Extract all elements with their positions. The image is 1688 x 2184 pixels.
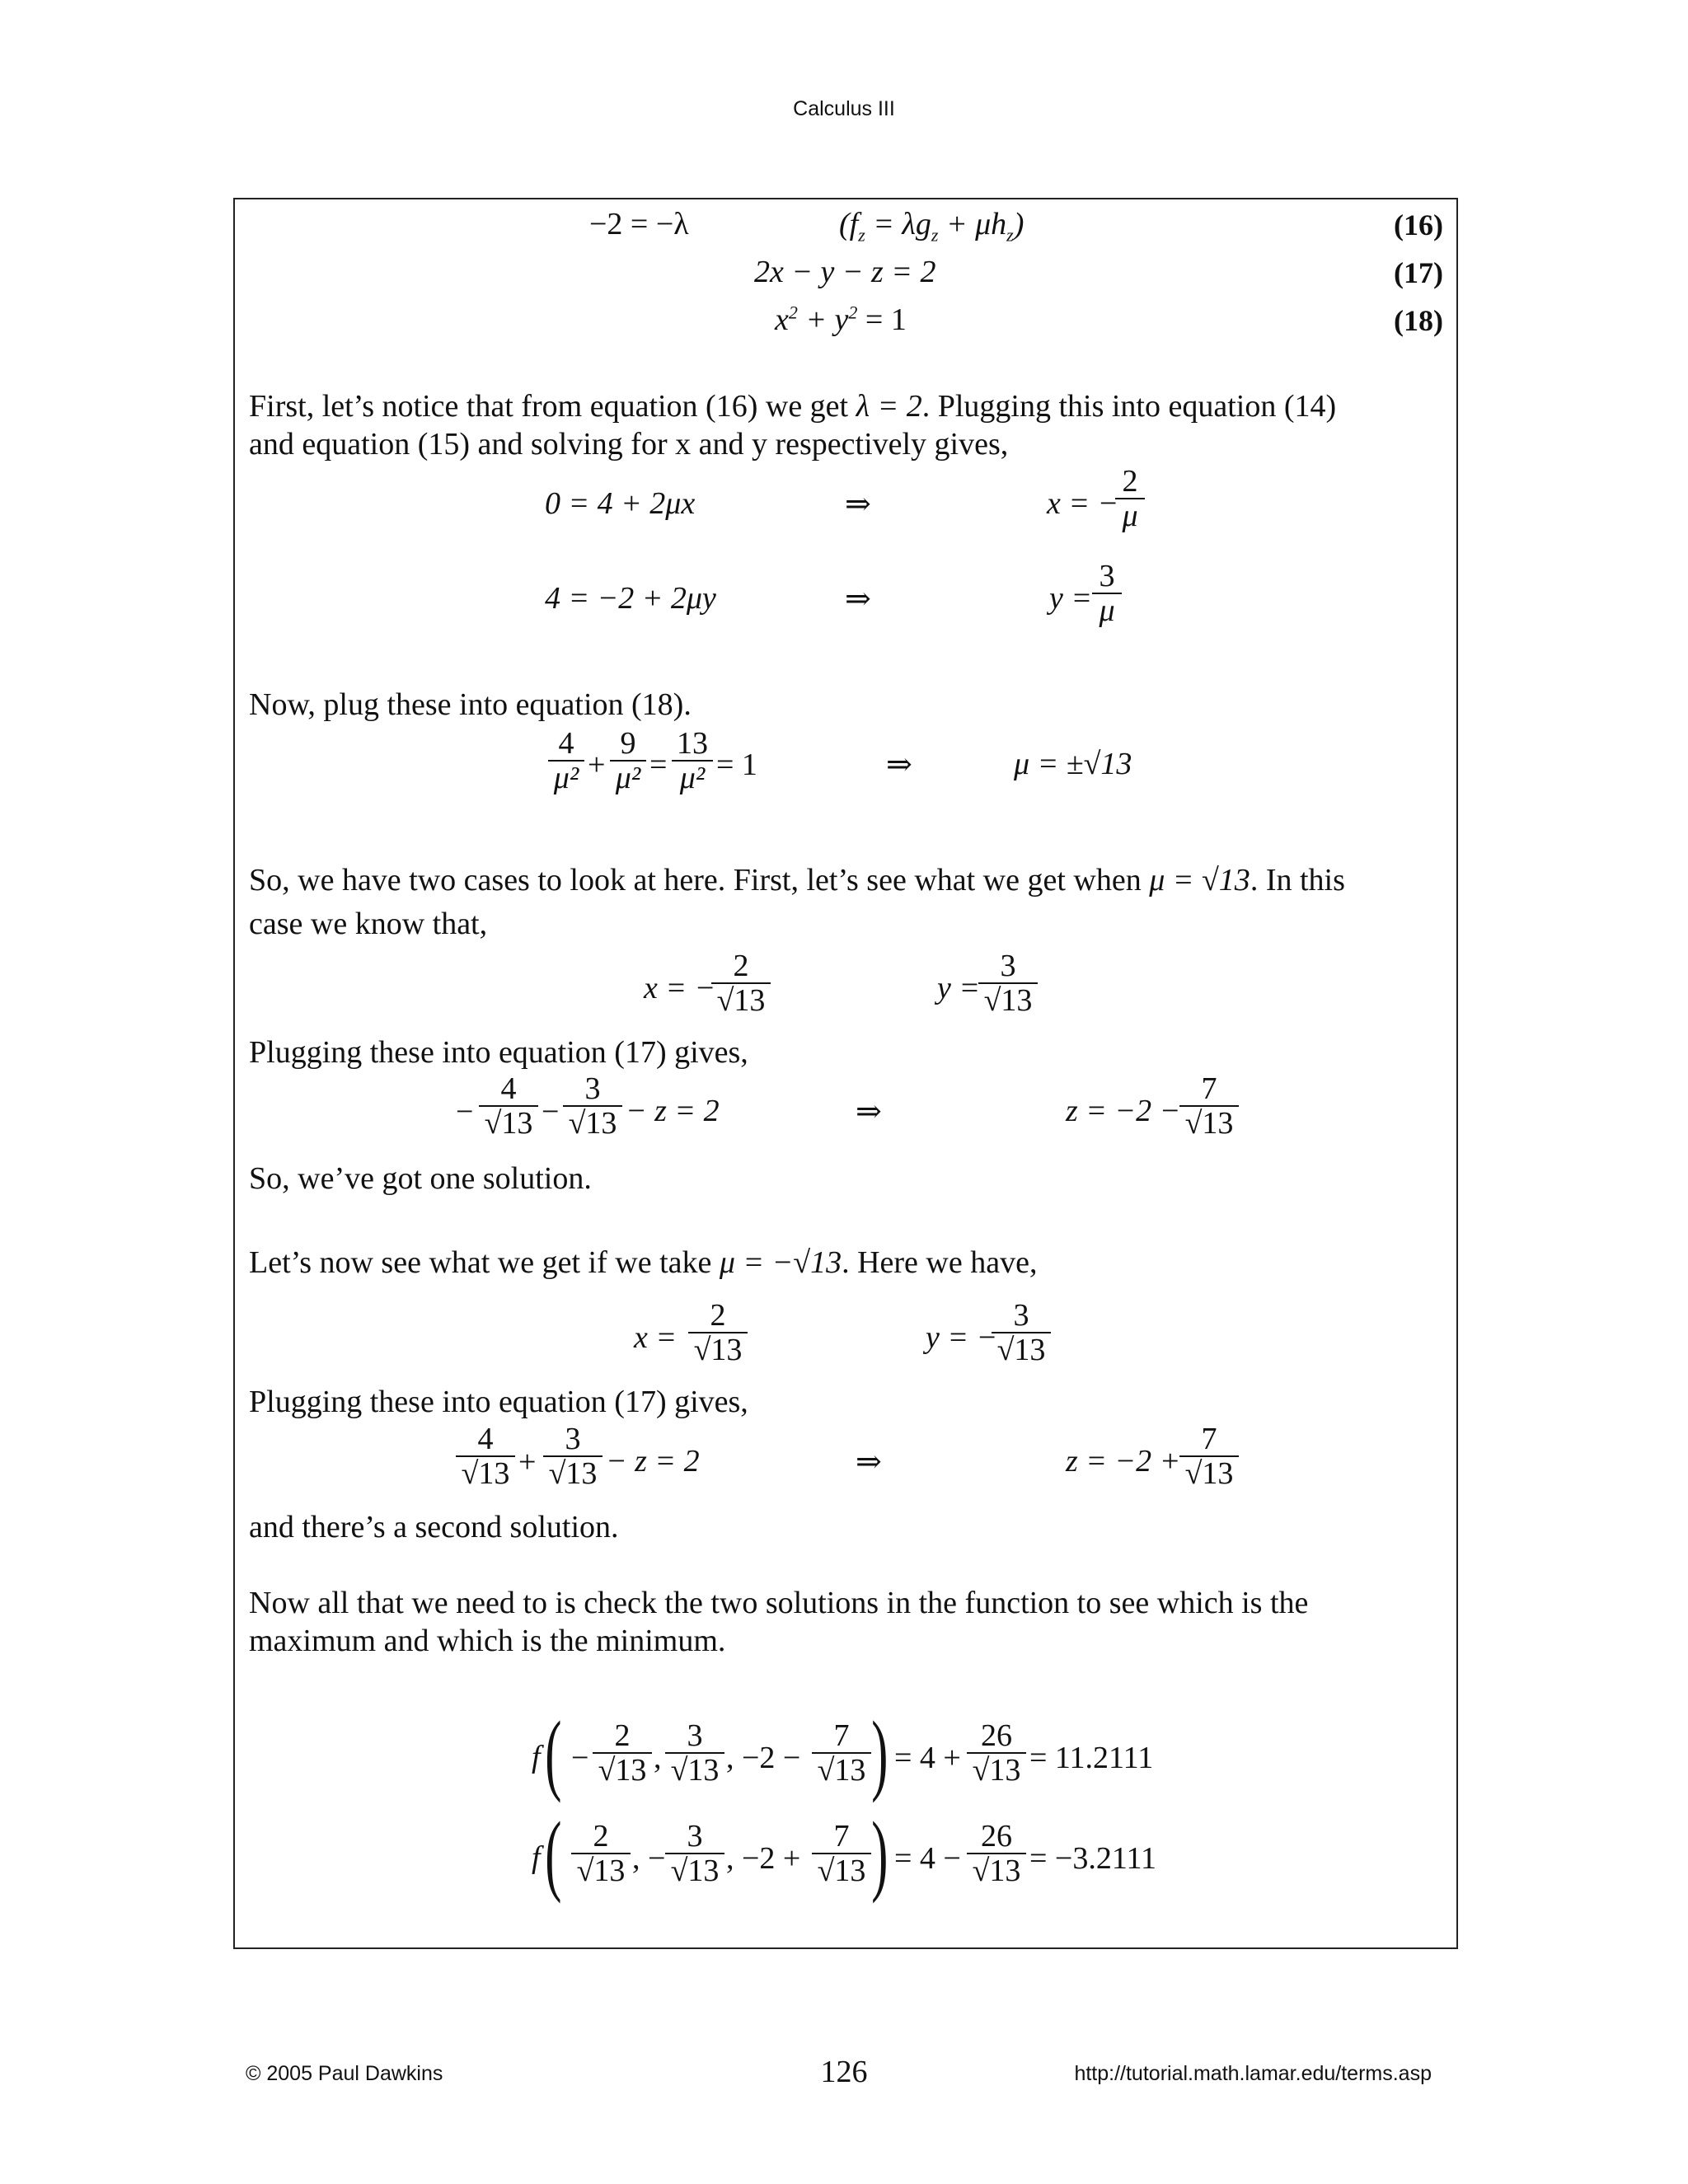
right-paren: ) <box>871 1803 889 1904</box>
equation-17: 2x − y − z = 2 <box>754 255 936 289</box>
fraction-9-over-mu2: $\frac{9}{\text{μ²}}$ <box>610 727 646 794</box>
comma: , <box>654 1741 662 1775</box>
paragraph-3-line-2: case we know that, <box>249 907 488 941</box>
x-equals-label: x = − <box>1047 486 1119 521</box>
equals-sign: = <box>649 748 668 782</box>
plus-sign: + <box>518 1445 537 1479</box>
result-minimum: = −3.2111 <box>1029 1841 1157 1876</box>
paragraph-2: Now, plug these into equation (18). <box>249 687 692 722</box>
mu-result: μ = ±√13 <box>1014 747 1132 781</box>
equals-4-plus: = 4 + <box>894 1741 961 1775</box>
y-equals-label: y = <box>1049 581 1093 616</box>
equation-16-number: (16) <box>1394 209 1443 241</box>
paragraph-9-line-2: maximum and which is the minimum. <box>249 1624 726 1658</box>
plus-sign: + <box>588 748 606 782</box>
implies-arrow: ⇒ <box>886 748 912 782</box>
right-paren: ) <box>871 1703 889 1803</box>
fraction-13-over-mu2: $\frac{13}{\text{μ²}}$ <box>672 727 713 794</box>
fraction-3-over-sqrt13: $\frac{3}{√13}$ <box>992 1299 1051 1366</box>
implies-arrow: ⇒ <box>845 487 871 522</box>
paragraph-3-line-1: So, we have two cases to look at here. First, let’s see what we get when μ = √13. In this <box>249 863 1345 898</box>
left-paren: ( <box>545 1703 562 1803</box>
fraction-7-over-sqrt13: $\frac{7}{√13}$ <box>1179 1422 1239 1490</box>
paragraph-8: and there’s a second solution. <box>249 1510 619 1544</box>
fraction-7-over-sqrt13: $\frac{7}{√13}$ <box>1179 1072 1239 1140</box>
footer-url[interactable]: http://tutorial.math.lamar.edu/terms.asp <box>1074 2062 1432 2085</box>
fraction-4-over-sqrt13: $\frac{4}{√13}$ <box>456 1422 515 1490</box>
paragraph-1-line-2: and equation (15) and solving for x and y respectively gives, <box>249 427 1009 462</box>
paragraph-5: So, we’ve got one solution. <box>249 1161 592 1196</box>
implies-arrow: ⇒ <box>845 582 871 616</box>
implies-arrow: ⇒ <box>856 1094 882 1129</box>
minus-z-equals-2: − z = 2 <box>626 1094 720 1128</box>
page-header: Calculus III <box>793 97 895 120</box>
equals-one: = 1 <box>716 748 757 782</box>
y-case1-label: y = <box>937 971 981 1005</box>
y-case2-label: y = − <box>926 1320 998 1355</box>
fraction-4-over-mu2: $\frac{4}{\text{μ²}}$ <box>548 727 584 794</box>
paragraph-6: Let’s now see what we get if we take μ = −√13. Here we have, <box>249 1245 1038 1280</box>
fraction-3-over-sqrt13: $\frac{3}{√13}$ <box>543 1422 603 1490</box>
equation-16-note: $(f_z = \lambda g_z + \mu h_z)$ <box>839 207 1025 246</box>
equals-4-minus: = 4 − <box>894 1841 961 1876</box>
paragraph-7: Plugging these into equation (17) gives, <box>249 1385 748 1419</box>
implies-arrow: ⇒ <box>856 1445 882 1479</box>
equation-16-lhs: −2 = −λ <box>589 207 689 241</box>
fraction-26-over-sqrt13: $\frac{26}{√13}$ <box>967 1820 1026 1887</box>
z-case1-label: z = −2 − <box>1066 1094 1181 1128</box>
fraction-3-over-mu: $\frac{3}{\mu}$ <box>1092 560 1122 627</box>
z-case2-label: z = −2 + <box>1066 1444 1181 1479</box>
fraction-2-over-sqrt13: $\frac{2}{√13}$ <box>593 1719 652 1787</box>
fraction-2-over-mu: $\frac{2}{\mu}$ <box>1115 465 1145 532</box>
fraction-2-over-sqrt13: $\frac{2}{√13}$ <box>688 1299 748 1366</box>
fraction-4-over-sqrt13: $\frac{4}{√13}$ <box>479 1072 538 1140</box>
comma-minus-2-minus: , −2 − <box>726 1741 801 1775</box>
fraction-2-over-sqrt13: $\frac{2}{√13}$ <box>711 949 771 1017</box>
fraction-7-over-sqrt13: $\frac{7}{√13}$ <box>812 1820 871 1887</box>
equation-y-mu: 4 = −2 + 2μy <box>545 581 716 616</box>
minus-z-equals-2: − z = 2 <box>606 1444 700 1479</box>
paragraph-1-line-1: First, let’s notice that from equation (16) we get λ = 2. Plugging this into equation (14) <box>249 389 1337 424</box>
equation-x-mu: 0 = 4 + 2μx <box>545 486 696 521</box>
x-case1-label: x = − <box>644 971 716 1005</box>
equation-17-number: (17) <box>1394 256 1443 289</box>
fraction-3-over-sqrt13: $\frac{3}{√13}$ <box>665 1820 724 1887</box>
fraction-3-over-sqrt13: $\frac{3}{√13}$ <box>665 1719 724 1787</box>
function-f-label: f <box>532 1840 541 1875</box>
minus-sign: − <box>571 1741 589 1775</box>
x-case2-label: x = <box>634 1320 678 1355</box>
function-f-label: f <box>532 1740 541 1774</box>
fraction-3-over-sqrt13: $\frac{3}{√13}$ <box>563 1072 622 1140</box>
left-paren: ( <box>545 1803 562 1904</box>
equation-18: $x^2 + y^2 = 1$ <box>775 302 907 337</box>
fraction-26-over-sqrt13: $\frac{26}{√13}$ <box>967 1719 1026 1787</box>
fraction-3-over-sqrt13: $\frac{3}{√13}$ <box>978 949 1038 1017</box>
example-box <box>233 198 1458 1949</box>
footer-copyright: © 2005 Paul Dawkins <box>246 2062 443 2085</box>
fraction-2-over-sqrt13: $\frac{2}{√13}$ <box>571 1820 631 1887</box>
fraction-7-over-sqrt13: $\frac{7}{√13}$ <box>812 1719 871 1787</box>
equation-18-number: (18) <box>1394 304 1443 337</box>
minus-sign: − <box>542 1094 560 1129</box>
minus-sign: − <box>456 1094 474 1129</box>
page-number: 126 <box>820 2055 868 2089</box>
paragraph-4: Plugging these into equation (17) gives, <box>249 1035 748 1070</box>
result-maximum: = 11.2111 <box>1029 1741 1154 1775</box>
comma-minus-2-plus: , −2 + <box>726 1841 801 1876</box>
comma-minus: , − <box>632 1841 666 1876</box>
paragraph-9-line-1: Now all that we need to is check the two solutions in the function to see which is the <box>249 1586 1309 1620</box>
